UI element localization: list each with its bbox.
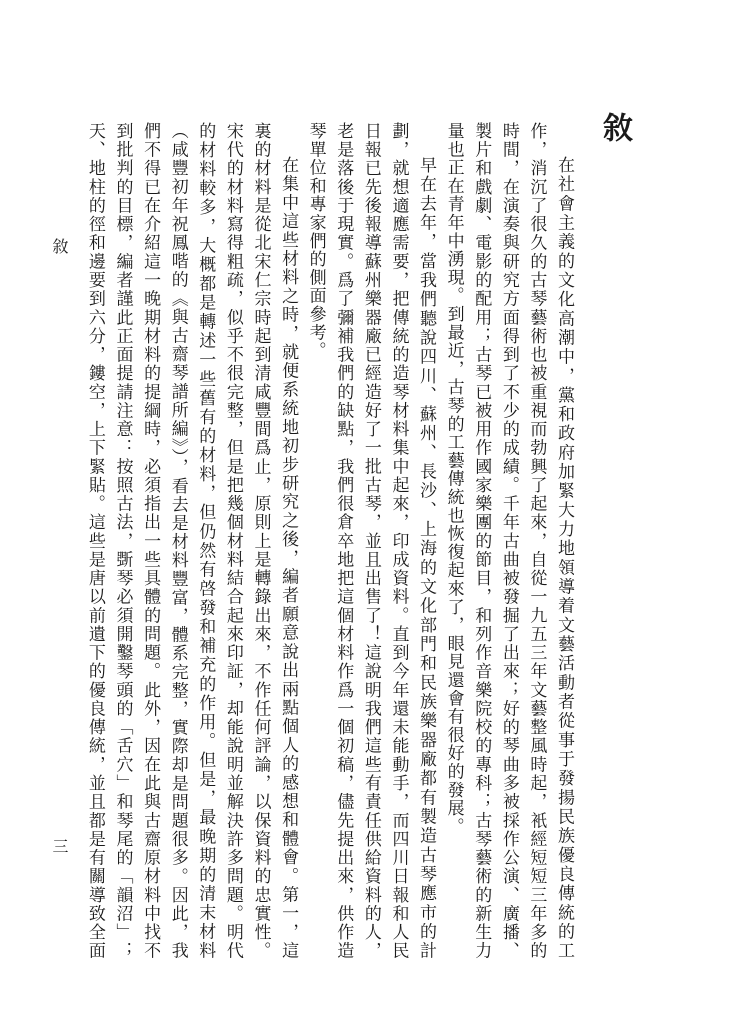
page-number: 三 xyxy=(50,838,69,854)
running-head: 敘 xyxy=(50,238,69,254)
preface-heading: 敘 xyxy=(597,112,632,152)
paragraph-1: 在社會主義的文化高潮中，黨和政府加緊大力地領導着文藝活動者從事于發揚民族優良傳統的工作，消沉了很久的古琴藝術也被重視而勃興了起來，自從一九五三年文藝整風時起，衹經短短三年多的時間，在演奏與研究方面得到了不少的成績。千年古曲被發掘了出來；好的琴曲多被採作公演、廣播、製片和戲劇、電影的配用；古琴已被用作國家樂團的節目，和列作音樂院校的專科；古琴藝術的新生力量也正在青年中湧現。到最近，古琴的工藝傳統也恢復起來了，眼見還會有很好的發展。 xyxy=(443,122,574,960)
paragraph-2: 早在去年，當我們聽說四川、蘇州、長沙、上海的文化部門和民族樂器廠都有製造古琴應市的計劃，就想適應需要，把傳統的造琴材料集中起來，印成資料。直到今年還未能動手，而四川日報和人民日報已先後報導蘇州樂器廠已經造好了一批古琴，並且出售了！這說明我們這些有責任供給資料的人，老是落後于現實。爲了彌補我們的缺點，我們很倉卒地把這個材料作爲一個初稿，儘先提出來，供作造琴單位和專家們的側面參考。 xyxy=(305,122,437,960)
preface-body xyxy=(80,122,577,960)
paragraph-3: 在集中這些材料之時，就便系統地初步研究之後，編者願意說出兩點個人的感想和體會。第一，這裏的材料是從北宋仁宗時起到清咸豐間爲止，原則上是轉錄出來，不作任何評論，以保資料的忠實性。宋代的材料寫得粗疏，似乎不很完整，但是把幾個材料結合起來印証，却能說明並解決許多問題。明代的材料較多，大概都是轉述一些舊有的材料，但仍然有啓發和補充的作用。但是，最晚期的清末材料（咸豐初年祝鳳喈的《與古齋琴譜所編》），看去是材料豐富，體系完整，實際却是問題很多。因此，我們不得已在介紹這一晚期材料的提綱時，必須指出一些具體的問題。此外，因在此與古齋原材料中找不到批判的目標，編者謹此正面提請注意：按照古法，斲琴必須開鑿琴頭的「舌穴」和琴尾的「韻沼」；天、地柱的徑和邊要到六分，鏤空，上下緊貼。這些是唐以前遺下的優良傳統，並且都是有關導致全面 xyxy=(84,122,299,960)
